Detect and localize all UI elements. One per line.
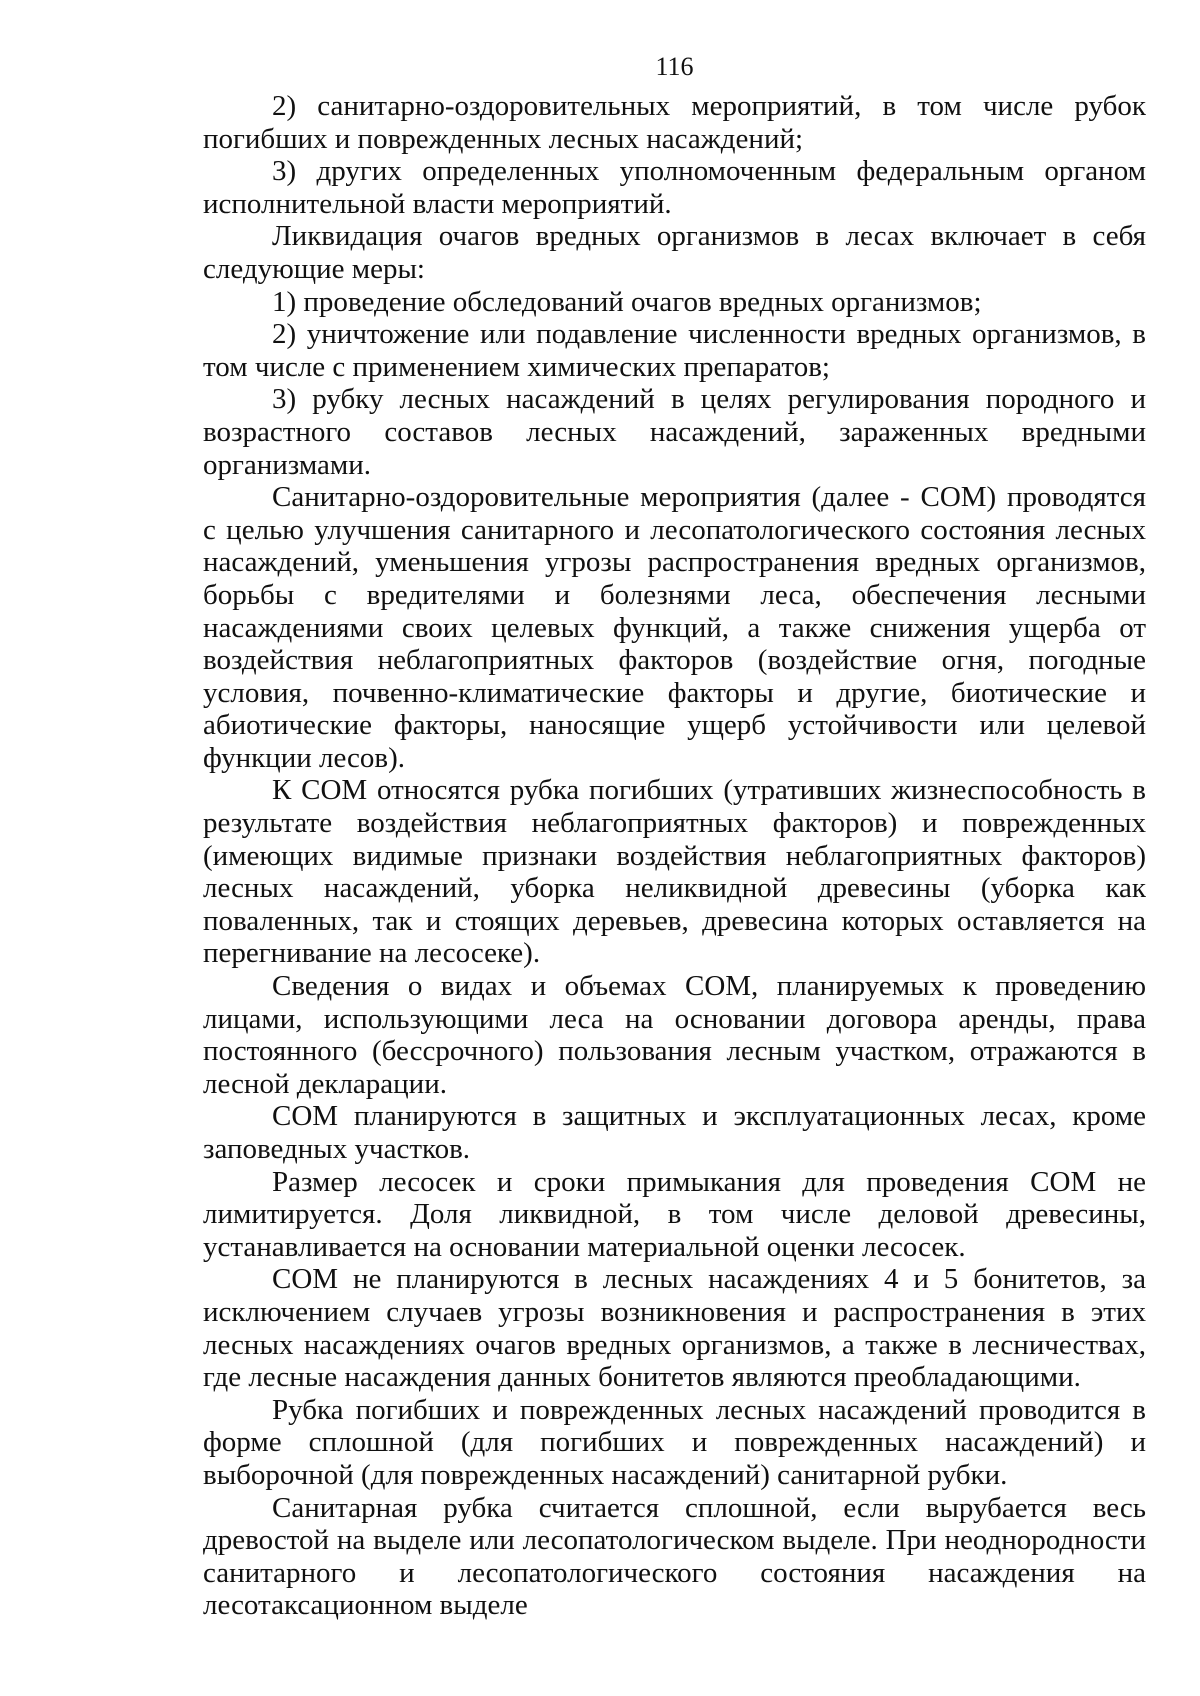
paragraph-9: Сведения о видах и объемах СОМ, планируемых к проведению лицами, использующими леса на основании договора аренды, права постоянного (бессрочного) пользования лесным участком, отражаются в лесной декларации.: [203, 970, 1146, 1100]
paragraph-2: 3) других определенных уполномоченным федеральным органом исполнительной власти мероприятий.: [203, 155, 1146, 220]
paragraph-12: СОМ не планируются в лесных насаждениях 4 и 5 бонитетов, за исключением случаев угрозы возникновения и распространения в этих лесных насаждениях очагов вредных организмов, а также в лесничествах, где лесные насаждения данных бонитетов являются преобладающими.: [203, 1263, 1146, 1394]
paragraph-4: 1) проведение обследований очагов вредных организмов;: [272, 285, 982, 318]
paragraph-1: 2) санитарно-оздоровительных мероприятий, в том числе рубок погибших и поврежденных лесных насаждений;: [203, 90, 1146, 155]
document-page: [203, 50, 1146, 1622]
paragraph-7: Санитарно-оздоровительные мероприятия (далее - СОМ) проводятся с целью улучшения санитарного и лесопатологического состояния лесных насаждений, уменьшения угрозы распространения вредных организмов, борьбы с вредителями и болезнями леса, обеспечения лесными насаждениями своих целевых функций, а также снижения ущерба от воздействия неблагоприятных факторов (воздействие огня, погодные условия, почвенно-климатические факторы и другие, биотические и абиотические факторы, наносящие ущерб устойчивости или целевой функции лесов).: [203, 481, 1146, 774]
paragraph-14: Санитарная рубка считается сплошной, если вырубается весь древостой на выделе или лесопатологическом выделе. При неоднородности санитарного и лесопатологического состояния насаждения на лесотаксационном выделе: [203, 1491, 1146, 1622]
page-number: 116: [655, 52, 694, 81]
paragraph-13: Рубка погибших и поврежденных лесных насаждений проводится в форме сплошной (для погибших и поврежденных насаждений) и выборочной (для поврежденных насаждений) санитарной рубки.: [203, 1393, 1146, 1491]
paragraph-3: Ликвидация очагов вредных организмов в лесах включает в себя следующие меры:: [203, 220, 1146, 285]
paragraph-11: Размер лесосек и сроки примыкания для проведения СОМ не лимитируется. Доля ликвидной, в том числе деловой древесины, устанавливается на основании материальной оценки лесосек.: [203, 1165, 1146, 1263]
paragraph-5: 2) уничтожение или подавление численности вредных организмов, в том числе с применением химических препаратов;: [203, 318, 1146, 383]
paragraph-10: СОМ планируются в защитных и эксплуатационных лесах, кроме заповедных участков.: [203, 1100, 1146, 1165]
paragraph-8: К СОМ относятся рубка погибших (утративших жизнеспособность в результате воздействия неблагоприятных факторов) и поврежденных (имеющих видимые признаки воздействия неблагоприятных факторов) лесных насаждений, уборка неликвидной древесины (уборка как поваленных, так и стоящих деревьев, древесина которых оставляется на перегнивание на лесосеке).: [203, 774, 1146, 970]
paragraph-6: 3) рубку лесных насаждений в целях регулирования породного и возрастного составов лесных насаждений, зараженных вредными организмами.: [203, 383, 1146, 481]
